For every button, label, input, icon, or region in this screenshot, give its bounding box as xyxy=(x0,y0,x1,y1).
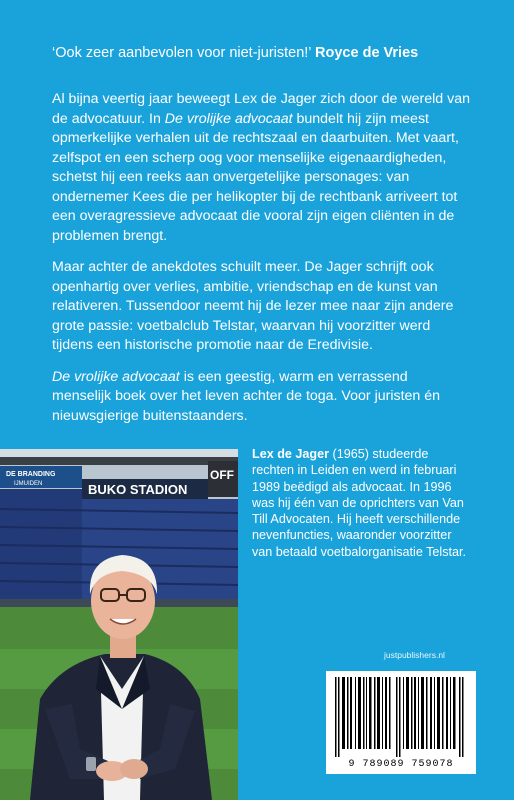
blurb-p3-rest: is een geestig, warm en verrassend menselijk boek over het leven achter de toga. Voor juristen én nieuwsgierige buitenstaanders. xyxy=(52,368,441,424)
stadium-banner-line1: DE BRANDING xyxy=(6,471,56,478)
blurb-paragraph-1 xyxy=(52,90,470,246)
isbn-number: 9 789089 759078 xyxy=(348,759,454,770)
book-blurb xyxy=(52,90,470,438)
quote-author: Royce de Vries xyxy=(315,45,419,61)
author-bio xyxy=(252,446,472,560)
stadium-banner-line2: IJMUIDEN xyxy=(14,481,43,487)
review-quote xyxy=(52,44,472,62)
stadium-right-sign: OFF xyxy=(210,468,234,482)
author-name: Lex de Jager xyxy=(252,447,330,461)
barcode-bars xyxy=(326,671,476,759)
blurb-paragraph-3 xyxy=(52,368,470,427)
blurb-p1-book-title: De vrolijke advocaat xyxy=(164,110,293,127)
author-photo xyxy=(0,449,238,800)
quote-text: ‘Ook zeer aanbevolen voor niet-juristen!’ xyxy=(52,45,311,61)
blurb-p1-intro: Al bijna veertig jaar beweegt Lex de Jager zich door de wereld van de advocatuur. In xyxy=(52,91,470,127)
isbn-barcode xyxy=(326,671,476,774)
blurb-p3-book-title: De vrolijke advocaat xyxy=(52,368,180,385)
stadium-sign: BUKO STADION xyxy=(88,482,188,497)
blurb-paragraph-2: Maar achter de anekdotes schuilt meer. De Jager schrijft ook openhartig over verlies, ambitie, vriendschap en de kunst van relativeren. Tussendoor neemt hij de lezer mee naar zijn andere grote passie: voetbalclub Telstar, waarvan hij voorzitter werd tijdens een historische promotie naar de Eredivisie. xyxy=(52,259,454,353)
author-bio-text: (1965) studeerde rechten in Leiden en werd in februari 1989 beëdigd als advocaat. In 1996 was hij één van de oprichters van Van Till Advocaten. Hij heeft verschillende nevenfuncties, waaronder voorzitter van betaald voetbalorganisatie Telstar. xyxy=(252,447,467,559)
blurb-p1-rest: bundelt hij zijn meest opmerkelijke verhalen uit de rechtszaal en daarbuiten. Met vaart, zelfspot en een scherp oog voor menselijke eigenaardigheden, schetst hij een reeks aan onvergetelijke personages: van ondernemer Kees die per helikopter bij de rechtbank arriveert tot een overagressieve advocaat die vooral zijn eigen cliënten in de problemen brengt. xyxy=(52,110,459,244)
publisher-url: justpublishers.nl xyxy=(384,650,445,660)
